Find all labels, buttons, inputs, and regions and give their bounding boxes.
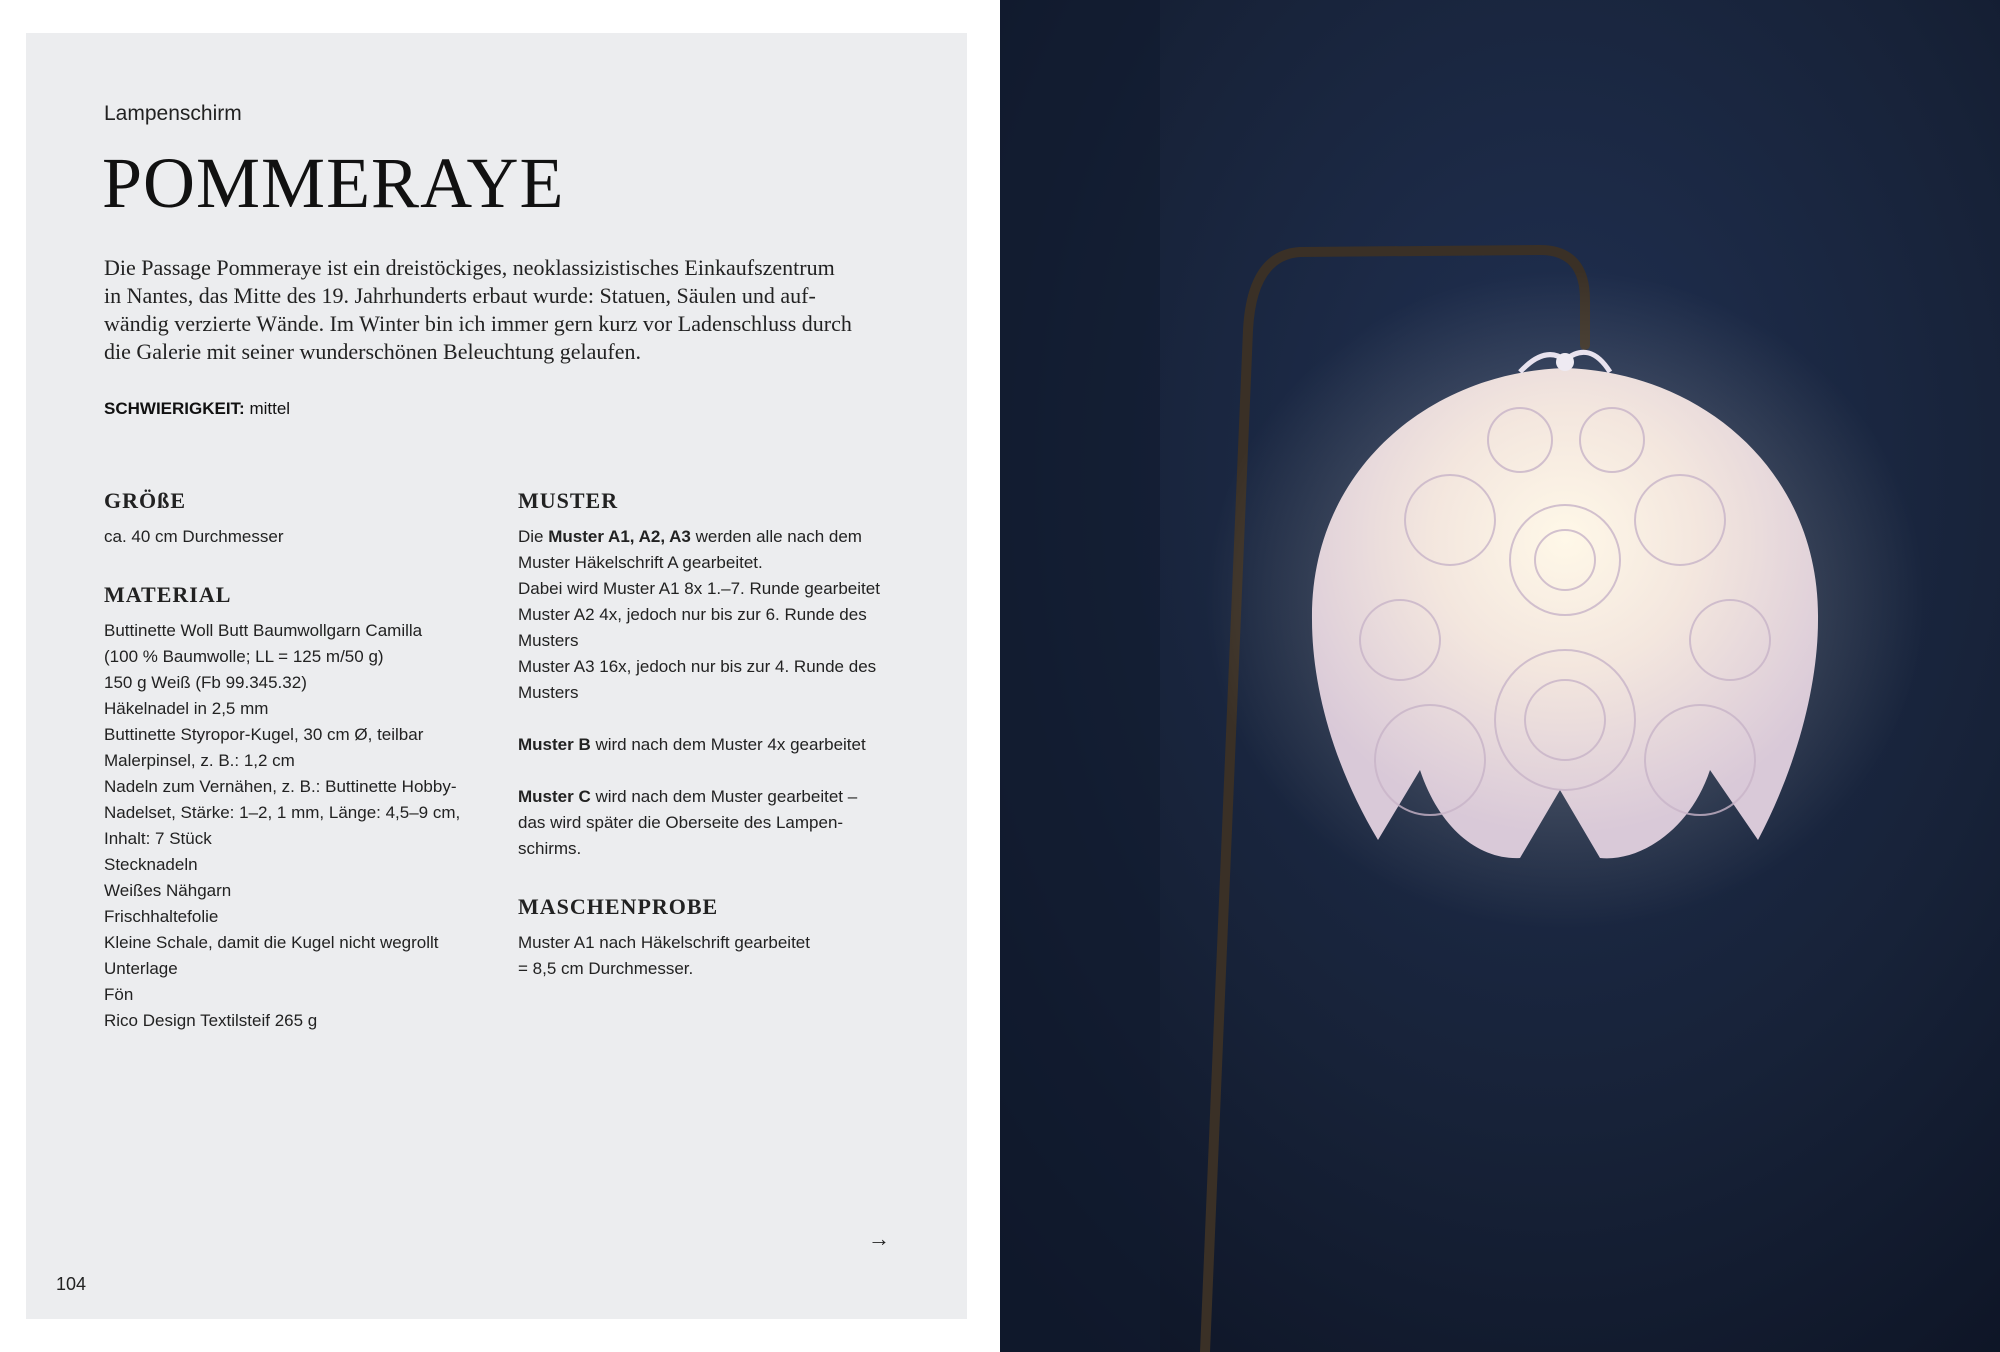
lamp-shade [1312, 368, 1818, 858]
difficulty-label: SCHWIERIGKEIT: [104, 399, 245, 418]
pattern-section [518, 488, 918, 862]
size-section [104, 488, 494, 550]
material-item: Nadeln zum Vernähen, z. B.: Buttinette Hobby- [104, 777, 457, 796]
intro-line: Die Passage Pommeraye ist ein dreistöckiges, neoklassizistisches Einkaufszentrum [104, 255, 835, 280]
pattern-line: Muster A2 4x, jedoch nur bis zur 6. Runde des [518, 605, 867, 624]
intro-line: in Nantes, das Mitte des 19. Jahrhunderts erbaut wurde: Statuen, Säulen und auf- [104, 283, 816, 308]
difficulty [104, 399, 290, 419]
wall-shadow [1000, 0, 1160, 1352]
gauge-line: Muster A1 nach Häkelschrift gearbeitet [518, 933, 810, 952]
next-arrow-icon[interactable]: → [868, 1226, 890, 1251]
material-item: Malerpinsel, z. B.: 1,2 cm [104, 751, 295, 770]
intro-line: die Galerie mit seiner wunderschönen Beleuchtung gelaufen. [104, 339, 641, 364]
material-item: Stecknadeln [104, 855, 198, 874]
lamp-photo [1000, 0, 2000, 1352]
left-column [104, 488, 494, 1034]
pattern-line [518, 524, 918, 550]
pattern-b-line [518, 732, 918, 758]
material-heading: MATERIAL [104, 582, 232, 607]
pattern-line: Musters [518, 683, 579, 702]
intro-line: wändig verzierte Wände. Im Winter bin ich immer gern kurz vor Ladenschluss durch [104, 311, 852, 336]
material-item: Rico Design Textilsteif 265 g [104, 1011, 318, 1030]
material-item: Nadelset, Stärke: 1–2, 1 mm, Länge: 4,5–9 cm, [104, 803, 461, 822]
material-item: Kleine Schale, damit die Kugel nicht wegrollt [104, 933, 439, 952]
pattern-line: Dabei wird Muster A1 8x 1.–7. Runde gearbeitet [518, 579, 880, 598]
pattern-b-text: wird nach dem Muster 4x gearbeitet [590, 735, 866, 754]
material-item: (100 % Baumwolle; LL = 125 m/50 g) [104, 647, 384, 666]
gauge-heading: MASCHENPROBE [518, 894, 719, 919]
material-item: Frischhaltefolie [104, 907, 219, 926]
intro-paragraph [104, 254, 904, 366]
gauge-section [518, 894, 918, 982]
pattern-bold: Muster A1, A2, A3 [548, 527, 691, 546]
pattern-text: Die [518, 527, 549, 546]
pattern-b-bold: Muster B [518, 735, 591, 754]
pattern-heading: MUSTER [518, 488, 619, 513]
difficulty-value: mittel [249, 399, 291, 418]
material-item: Inhalt: 7 Stück [104, 829, 212, 848]
pattern-c-bold: Muster C [518, 787, 591, 806]
lamp-illustration [1000, 0, 2000, 1352]
pattern-line: Muster Häkelschrift A gearbeitet. [518, 553, 763, 572]
size-heading: GRÖßE [104, 488, 187, 513]
material-section [104, 582, 494, 1034]
material-item: Weißes Nähgarn [104, 881, 232, 900]
pattern-line: Musters [518, 631, 579, 650]
material-item: Unterlage [104, 959, 178, 978]
material-item: Buttinette Woll Butt Baumwollgarn Camilla [104, 621, 423, 640]
spacer [518, 758, 918, 784]
pattern-text: werden alle nach dem [690, 527, 862, 546]
material-item: 150 g Weiß (Fb 99.345.32) [104, 673, 307, 692]
right-column [518, 488, 918, 982]
pattern-c-line [518, 784, 918, 810]
size-text: ca. 40 cm Durchmesser [104, 527, 284, 546]
material-item: Häkelnadel in 2,5 mm [104, 699, 269, 718]
page-title: POMMERAYE [102, 143, 565, 223]
pattern-line: das wird später die Oberseite des Lampen- [518, 813, 844, 832]
page-number: 104 [56, 1274, 87, 1294]
lamp-knot [1556, 353, 1574, 371]
pattern-line: schirms. [518, 839, 582, 858]
material-item: Buttinette Styropor-Kugel, 30 cm Ø, teilbar [104, 725, 424, 744]
kicker: Lampenschirm [104, 102, 242, 125]
pattern-c-text: wird nach dem Muster gearbeitet – [590, 787, 858, 806]
gauge-line: = 8,5 cm Durchmesser. [518, 959, 694, 978]
spacer [518, 706, 918, 732]
material-item: Fön [104, 985, 134, 1004]
pattern-line: Muster A3 16x, jedoch nur bis zur 4. Runde des [518, 657, 877, 676]
